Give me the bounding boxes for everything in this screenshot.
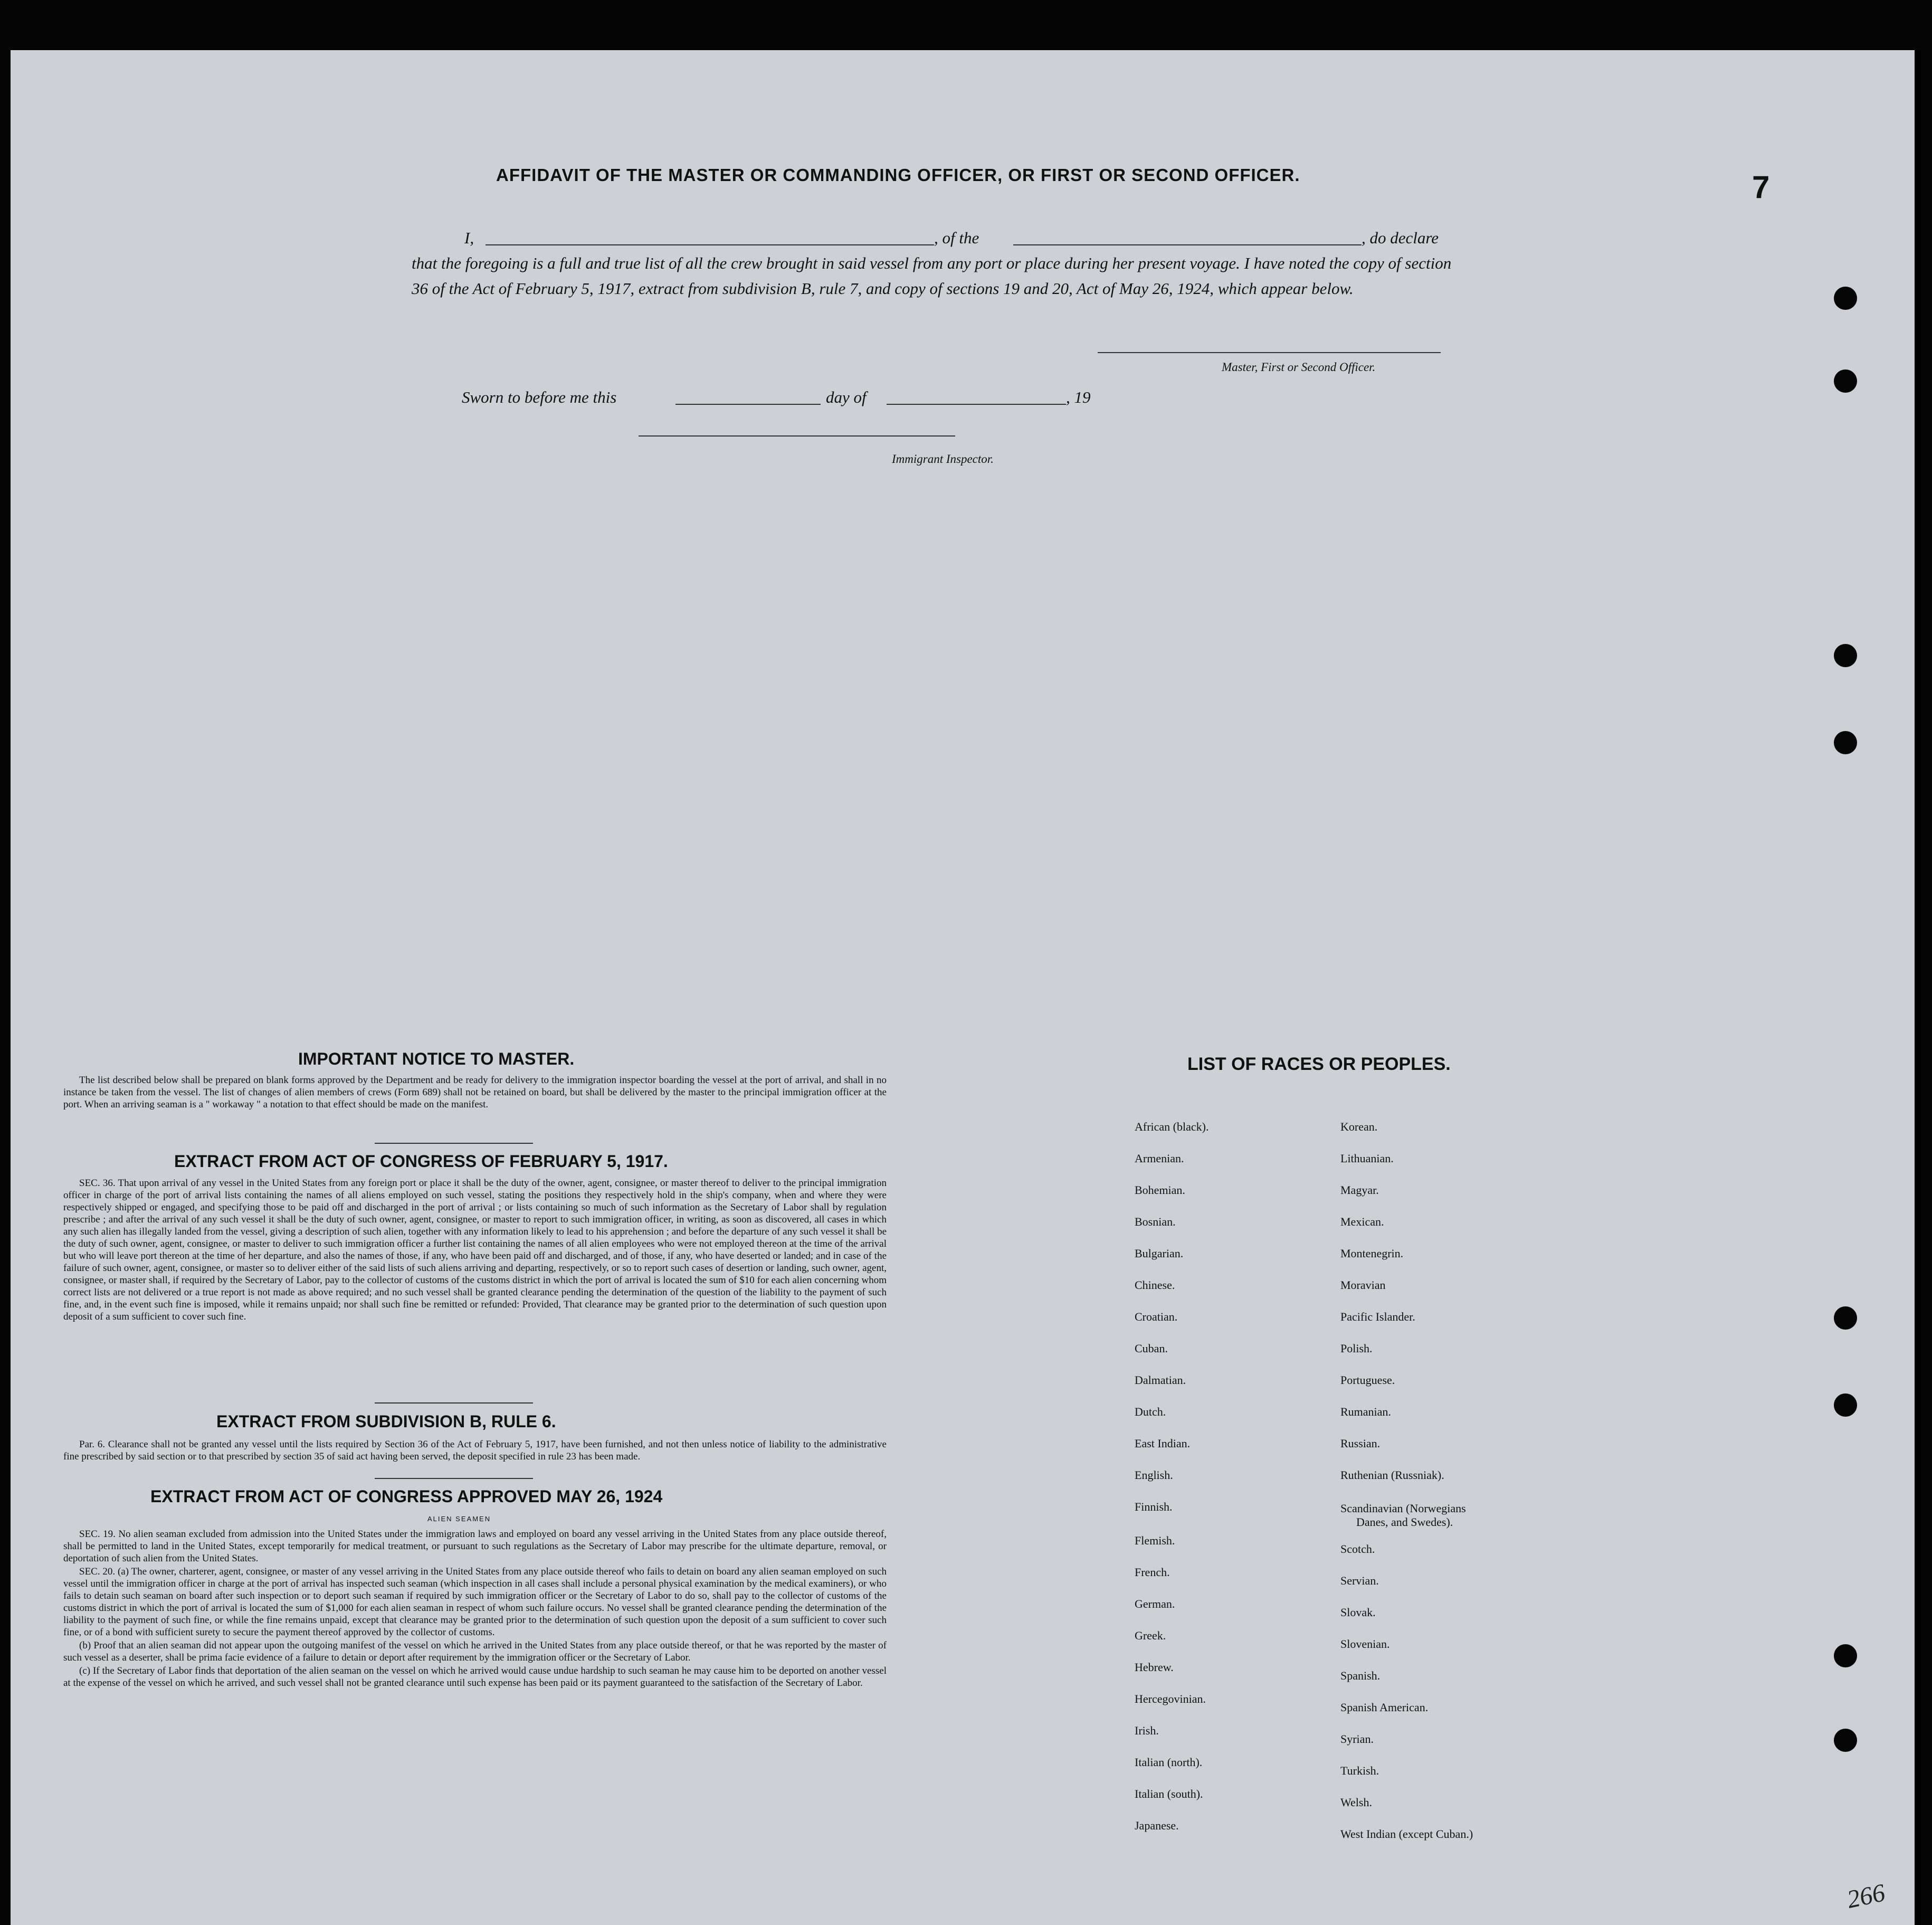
vessel-blank [1013, 244, 1362, 245]
extract-1917-body [63, 1177, 887, 1324]
affidavit-title: AFFIDAVIT OF THE MASTER OR COMMANDING OFFICER, OR FIRST OR SECOND OFFICER. [496, 165, 1300, 185]
race-item: Lithuanian. [1340, 1152, 1394, 1165]
binding-hole [1834, 1729, 1857, 1752]
race-item: Montenegrin. [1340, 1247, 1404, 1260]
race-item: Spanish. [1340, 1669, 1381, 1682]
race-item: Korean. [1340, 1120, 1378, 1133]
section-rule [375, 1143, 533, 1144]
extract-rule6-paragraph: Par. 6. Clearance shall not be granted any vessel until the lists required by Section 36 of the Act of February 5, 1917, have been furnished, and not then unless notice of liability to the administrative fine prescribed by said section or to that prescribed by section 35 of said act having been served, the deposit specified in rule 23 has been made. [63, 1439, 887, 1462]
declaration-i: I, [464, 229, 474, 247]
extract-1924-paragraph: (b) Proof that an alien seaman did not appear upon the outgoing manifest of the vessel on which he arrived in the United States from any place outside thereof, or that he was reported by the master of such vessel as a deserter, shall be prima facie evidence of a failure to detain or deport after requirement by the immigration officer or the Secretary of Labor. [63, 1640, 887, 1663]
extract-1924-paragraph: SEC. 19. No alien seaman excluded from admission into the United States under the immigration laws and employed on board any vessel arriving in the United States from any place outside thereof, shall be permitted to land in the United States, except temporarily for medical treatment, or pursuant to such regulations as the Secretary of Labor may prescribe for the ultimate departure, removal, or deportation of such alien from the United States. [63, 1529, 887, 1564]
race-item: Ruthenian (Russniak). [1340, 1468, 1444, 1482]
race-item: African (black). [1135, 1120, 1209, 1133]
race-item: Scandinavian (Norwegians [1340, 1502, 1466, 1515]
inspector-caption: Immigrant Inspector. [892, 452, 994, 466]
sworn-year: , 19 [1066, 388, 1091, 406]
sworn-day-of: day of [826, 388, 867, 406]
extract-1917-title: EXTRACT FROM ACT OF CONGRESS OF FEBRUARY 5, 1917. [174, 1152, 668, 1171]
race-item: Servian. [1340, 1574, 1379, 1587]
sworn-prefix: Sworn to before me this [462, 388, 617, 406]
race-item: Scotch. [1340, 1542, 1375, 1556]
race-item: Portuguese. [1340, 1373, 1395, 1387]
race-item: Polish. [1340, 1342, 1373, 1355]
binding-hole [1834, 644, 1857, 667]
binding-hole [1834, 1306, 1857, 1330]
race-item: Russian. [1340, 1437, 1381, 1450]
sworn-day-blank [675, 404, 821, 405]
race-item: Greek. [1135, 1629, 1166, 1642]
signature-line [1098, 352, 1441, 353]
race-item: German. [1135, 1597, 1175, 1610]
binding-hole [1834, 1644, 1857, 1667]
binding-hole [1834, 1393, 1857, 1417]
race-item: English. [1135, 1468, 1173, 1482]
race-item: Turkish. [1340, 1764, 1379, 1777]
race-item: Bosnian. [1135, 1215, 1176, 1228]
binding-hole [1834, 731, 1857, 754]
extract-1924-title: EXTRACT FROM ACT OF CONGRESS APPROVED MAY 26, 1924 [150, 1487, 663, 1506]
notice-title: IMPORTANT NOTICE TO MASTER. [298, 1049, 575, 1068]
binding-hole [1834, 369, 1857, 393]
race-item: Mexican. [1340, 1215, 1384, 1228]
extract-1924-body [63, 1528, 887, 1690]
extract-1924-paragraph: SEC. 20. (a) The owner, charterer, agent, consignee, or master of any vessel arriving in the United States from any place outside thereof who fails to detain on board any alien seaman employed on such vessel until the immigration officer in charge at the port of arrival has inspected such seaman (which inspection in all cases shall include a personal physical examination by the medical examiners), or who fails to detain such seaman on board after such inspection or to deport such seaman if required by such immigration officer or the Secretary of Labor to do so, shall pay to the collector of customs of the customs district in which the port of arrival is located the sum of $1,000 for each alien seaman in respect of whom such failure occurs. No vessel shall be granted clearance pending the determination of the liability to the payment of such fine, or while the fine remains unpaid, except that clearance may be granted prior to the determination of such question upon the deposit of a sum sufficient to cover such fine, or of a bond with sufficient surety to secure the payment thereof approved by the collector of customs. [63, 1566, 887, 1638]
extract-1924-subtitle: ALIEN SEAMEN [427, 1515, 491, 1523]
declaration-of-the: , of the [934, 229, 979, 247]
race-item: Moravian [1340, 1278, 1386, 1292]
race-item: Welsh. [1340, 1796, 1372, 1809]
extract-rule6-body [63, 1438, 887, 1464]
extract-rule6-title: EXTRACT FROM SUBDIVISION B, RULE 6. [216, 1412, 556, 1431]
race-item: Slovak. [1340, 1606, 1376, 1619]
race-item: Armenian. [1135, 1152, 1184, 1165]
race-item: Hercegovinian. [1135, 1692, 1206, 1705]
races-right-column [1340, 1111, 1473, 1850]
race-item: Pacific Islander. [1340, 1310, 1415, 1323]
sworn-month-blank [887, 404, 1066, 405]
race-item: Danes, and Swedes). [1356, 1515, 1453, 1529]
page-number-mark: 7 [1752, 169, 1770, 205]
binding-hole [1834, 287, 1857, 310]
race-item: Flemish. [1135, 1534, 1175, 1547]
notice-paragraph: The list described below shall be prepared on blank forms approved by the Department and be ready for delivery to the immigration inspector boarding the vessel at the port of arrival, and shall in no instance be taken from the vessel. The list of changes of alien members of crews (Form 689) shall not be retained on board, but shall be delivered by the master to the principal immigration officer at the port. When an arriving seaman is a " workaway " a notation to that effect should be made on the manifest. [63, 1075, 887, 1110]
page-edge-shadow [1915, 50, 1921, 1925]
race-item: East Indian. [1135, 1437, 1191, 1450]
races-title: LIST OF RACES OR PEOPLES. [1187, 1054, 1451, 1074]
section-rule [375, 1478, 533, 1479]
race-item: Magyar. [1340, 1183, 1379, 1197]
race-item: Bulgarian. [1135, 1247, 1184, 1260]
race-item: Cuban. [1135, 1342, 1168, 1355]
extract-1917-paragraph: SEC. 36. That upon arrival of any vessel in the United States from any foreign port or place it shall be the duty of the owner, agent, consignee, or master thereof to deliver to the principal immigration officer in charge of the port of arrival lists containing the names of all aliens employed on such vessel, stating the positions they respectively hold in the ship's company, when and where they were respectively shipped or engaged, and specifying those to be paid off and discharged in the port of arrival ; or lists containing so much of such information as the Secretary of Labor shall by regulation prescribe ; and after the arrival of any such vessel it shall be the duty of such owner, agent, consignee, or master to report to such immigration officer, in writing, as soon as discovered, all cases in which any such alien has illegally landed from the vessel, giving a description of such alien, together with any information likely to lead to his apprehension ; and before the departure of any such vessel it shall be the duty of such owner, agent, consignee, or master to deliver to such immigration officer a further list containing the names of all alien employees who were not employed thereon at the time of the arrival but who will leave port thereon at the time of her departure, and also the names of those, if any, who have been paid off and discharged, and of those, if any, who have deserted or landed; and in case of the failure of such owner, agent, consignee, or master so to deliver either of the said lists of such aliens arriving and departing, respectively, or so to report such cases of desertion or landing, such owner, agent, consignee, or master shall, if required by the Secretary of Labor, pay to the collector of customs of the customs district in which the port of arrival is located the sum of $10 for each alien concerning whom correct lists are not delivered or a true report is not made as above required; and no such vessel shall be granted clearance pending the determination of the question of the liability to the payment of such fine, and, in the event such fine is imposed, while it remains unpaid; nor shall such fine be remitted or refunded: Provided, That clearance may be granted prior to the determination of such question upon deposit of a sum sufficient to cover such fine. [63, 1178, 887, 1322]
race-item: Chinese. [1135, 1278, 1175, 1292]
affidavit-statement: that the foregoing is a full and true list of all the crew brought in said vessel from any port or place during her present voyage. I have noted the copy of section 36 of the Act of February 5, 1917, extract from subdivision B, rule 7, and copy of sections 19 and 20, Act of May 26, 1924, which appear below. [412, 254, 1452, 298]
race-item: Syrian. [1340, 1732, 1374, 1746]
race-item: Bohemian. [1135, 1183, 1185, 1197]
section-rule [375, 1402, 533, 1404]
declaration-end: , do declare [1362, 229, 1439, 247]
race-item: Dalmatian. [1135, 1373, 1186, 1387]
race-item: Hebrew. [1135, 1661, 1174, 1674]
notice-body [63, 1074, 887, 1112]
race-item: Spanish American. [1340, 1701, 1429, 1714]
manifest-back-page [11, 50, 1921, 1925]
race-item: Rumanian. [1340, 1405, 1391, 1418]
race-item: Croatian. [1135, 1310, 1178, 1323]
race-item: Japanese. [1135, 1819, 1179, 1832]
race-item: French. [1135, 1566, 1170, 1579]
race-item: Dutch. [1135, 1405, 1166, 1418]
race-item: Finnish. [1135, 1500, 1173, 1513]
name-blank [486, 244, 934, 245]
handwritten-folio-number: 266 [1844, 1879, 1888, 1914]
extract-1924-paragraph: (c) If the Secretary of Labor finds that deportation of the alien seaman on the vessel on which he arrived would cause undue hardship to such seaman he may cause him to be deported on another vessel at the expense of the vessel on which he arrived, and such vessel shall not be granted clearance until such expense has been paid or its payment guaranteed to the satisfaction of the Secretary of Labor. [63, 1665, 887, 1689]
race-item: Italian (south). [1135, 1787, 1203, 1800]
race-item: Irish. [1135, 1724, 1159, 1737]
race-item: West Indian (except Cuban.) [1340, 1827, 1473, 1841]
signature-caption: Master, First or Second Officer. [1222, 361, 1376, 374]
race-item: Slovenian. [1340, 1637, 1390, 1651]
inspector-signature-line [639, 435, 955, 437]
races-left-column [1135, 1111, 1208, 1842]
race-item: Italian (north). [1135, 1756, 1203, 1769]
